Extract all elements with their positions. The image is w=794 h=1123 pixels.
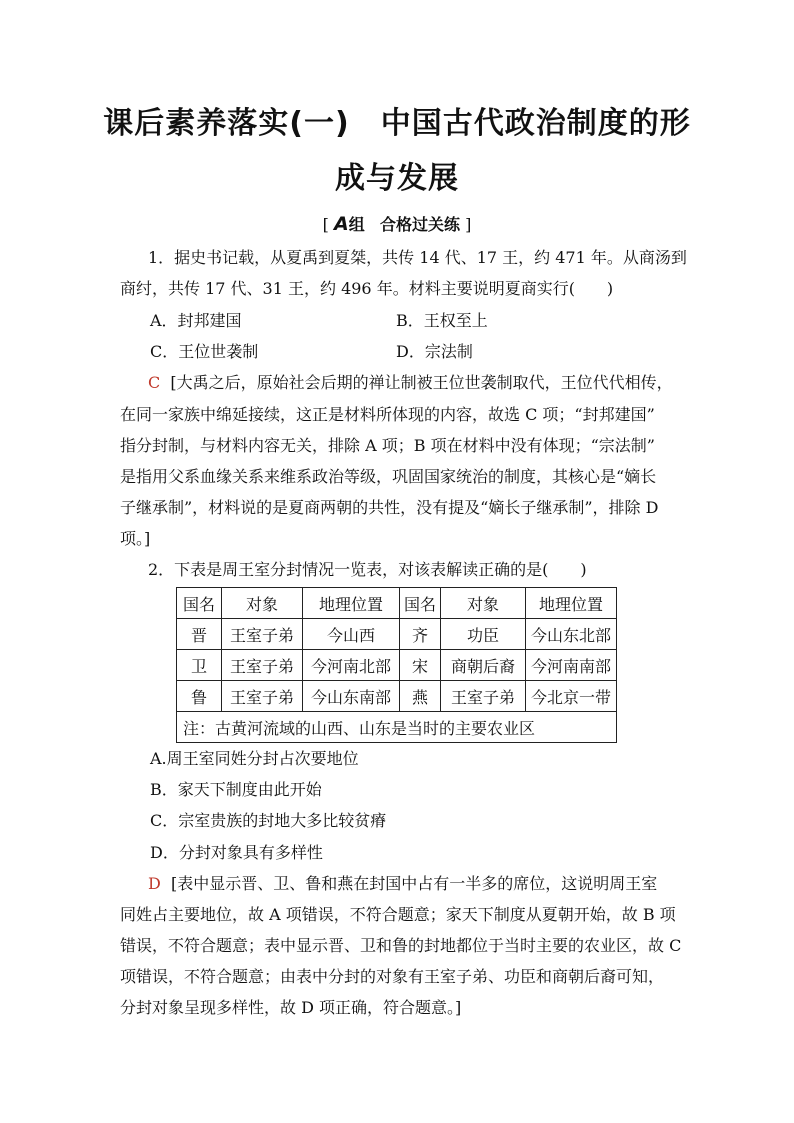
q1-explanation-line4: 是指用父系血缘关系来维系政治等级，巩固国家统治的制度，其核心是“嫡长: [120, 467, 657, 486]
table-cell: 鲁: [177, 681, 222, 712]
q2-option-a: A.周王室同姓分封占次要地位: [150, 749, 359, 768]
table-cell: 今山东北部: [526, 619, 617, 650]
table-cell: 王室子弟: [441, 681, 526, 712]
table-cell: 今河南南部: [526, 650, 617, 681]
q2-option-d: D．分封对象具有多样性: [150, 843, 323, 862]
q2-explanation-line3: 错误，不符合题意；表中显示晋、卫和鲁的封地都位于当时主要的农业区，故 C: [120, 936, 682, 955]
table-header: 地理位置: [526, 588, 617, 619]
table-cell: 功臣: [441, 619, 526, 650]
table-cell: 王室子弟: [222, 619, 303, 650]
table-header: 地理位置: [303, 588, 400, 619]
q1-option-c: C．王位世袭制: [150, 342, 259, 361]
q1-option-b: B．王权至上: [396, 311, 488, 330]
group-heading: [0, 212, 794, 235]
q1-explanation-line3: 指分封制，与材料内容无关，排除 A 项；B 项在材料中没有体现；“宗法制”: [120, 436, 655, 455]
table-row: [177, 650, 617, 681]
table-cell: 商朝后裔: [441, 650, 526, 681]
q1-stem-line1: 1．据史书记载，从夏禹到夏桀，共传 14 代、17 王，约 471 年。从商汤到: [148, 248, 687, 267]
q2-explanation-line2: 同姓占主要地位，故 A 项错误，不符合题意；家天下制度从夏朝开始，故 B 项: [120, 905, 676, 924]
q1-answer: C: [148, 373, 161, 392]
table-cell: 今北京一带: [526, 681, 617, 712]
table-cell: 王室子弟: [222, 681, 303, 712]
q2-option-b: B．家天下制度由此开始: [150, 780, 322, 799]
page-title-line1: 课后素养落实(一) 中国古代政治制度的形: [103, 106, 691, 141]
table-row: [177, 619, 617, 650]
q1-stem-line2: 商纣，共传 17 代、31 王，约 496 年。材料主要说明夏商实行( ): [120, 279, 614, 298]
table-cell: 今山西: [303, 619, 400, 650]
q1-explanation-line6: 项。]: [120, 529, 151, 548]
table-note: 注：古黄河流域的山西、山东是当时的主要农业区: [177, 712, 617, 743]
page-title-line2: 成与发展: [335, 161, 459, 196]
q2-explanation-line1: [148, 874, 657, 894]
table-cell: 今河南北部: [303, 650, 400, 681]
table-cell: 卫: [177, 650, 222, 681]
table-header: 对象: [441, 588, 526, 619]
table-cell: 齐: [400, 619, 441, 650]
group-bracket-left: [: [322, 215, 329, 234]
table-cell: 今山东南部: [303, 681, 400, 712]
table-cell: 燕: [400, 681, 441, 712]
q2-exp-text-1: [表中显示晋、卫、鲁和燕在封国中占有一半多的席位，这说明周王室: [171, 874, 658, 893]
q2-answer: D: [148, 874, 161, 893]
q1-explanation-line1: [148, 373, 673, 393]
table-cell: 晋: [177, 619, 222, 650]
table-header-row: [177, 588, 617, 619]
q2-stem: 2．下表是周王室分封情况一览表，对该表解读正确的是( ): [148, 560, 587, 579]
group-label: 组: [348, 215, 365, 234]
table-note-row: [177, 712, 617, 743]
group-name: 合格过关练: [379, 215, 460, 234]
q2-explanation-line5: 分封对象呈现多样性，故 D 项正确，符合题意。]: [120, 998, 462, 1017]
table-row: [177, 681, 617, 712]
group-letter: A: [333, 213, 349, 235]
q1-option-a: A．封邦建国: [150, 311, 242, 330]
q1-explanation-line2: 在同一家族中绵延接续，这正是材料所体现的内容，故选 C 项；“封邦建国”: [120, 405, 655, 424]
table-header: 对象: [222, 588, 303, 619]
q1-option-d: D．宗法制: [396, 342, 473, 361]
q2-explanation-line4: 项错误，不符合题意；由表中分封的对象有王室子弟、功臣和商朝后裔可知，: [120, 967, 665, 986]
group-bracket-right: ]: [465, 215, 472, 234]
table-header: 国名: [400, 588, 441, 619]
table-header: 国名: [177, 588, 222, 619]
fengfang-table: [176, 587, 617, 743]
table-cell: 王室子弟: [222, 650, 303, 681]
q1-explanation-line5: 子继承制”，材料说的是夏商两朝的共性，没有提及“嫡长子继承制”，排除 D: [120, 498, 659, 517]
table-cell: 宋: [400, 650, 441, 681]
q2-option-c: C．宗室贵族的封地大多比较贫瘠: [150, 811, 387, 830]
q1-exp-text-1: [大禹之后，原始社会后期的禅让制被王位世袭制取代，王位代代相传，: [170, 373, 673, 392]
